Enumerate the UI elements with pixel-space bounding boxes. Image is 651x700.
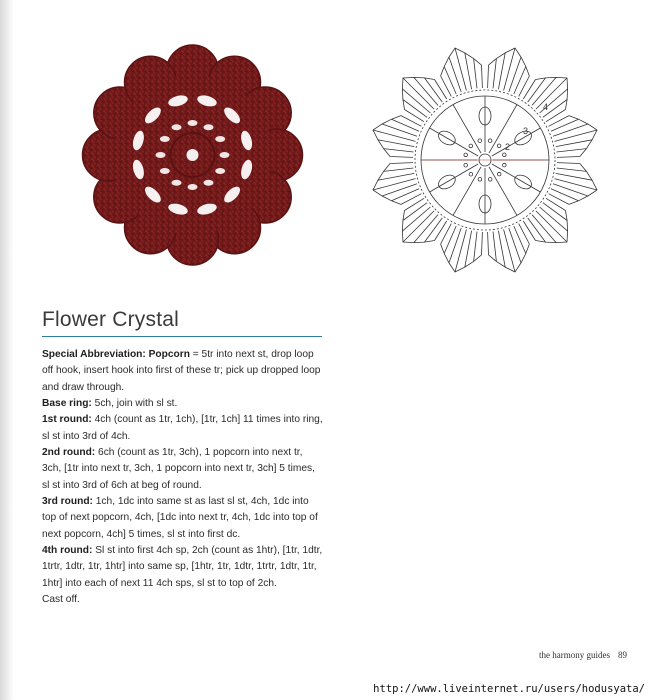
footer-guide-name: the harmony guides bbox=[539, 650, 610, 660]
crochet-flower-photo bbox=[75, 40, 310, 270]
pattern-title: Flower Crystal bbox=[42, 308, 179, 331]
crochet-symbol-diagram bbox=[360, 35, 610, 285]
svg-text:4: 4 bbox=[543, 102, 549, 112]
svg-text:3: 3 bbox=[523, 126, 529, 136]
page-number: 89 bbox=[618, 650, 627, 660]
cast-off: Cast off. bbox=[42, 594, 80, 606]
special-abbreviation: Special Abbreviation: Popcorn = 5tr into next st, drop loop off hook, insert hook into first of these tr; pick up dropped loop and draw through. bbox=[42, 349, 321, 393]
round-4: 4th round: Sl st into first 4ch sp, 2ch (count as 1htr), [1tr, 1dtr, 1trtr, 1dtr, 1tr, 1htr] into same sp, [1htr, 1tr, 1dtr, 1trtr, 1dtr, 1tr, 1htr] into each of next 11 4ch sps, sl st to top of 2ch. bbox=[42, 545, 323, 589]
round-3: 3rd round: 1ch, 1dc into same st as last sl st, 4ch, 1dc into top of next popcorn, 4ch, [1dc into next tr, 4ch, 1dc into top of next popcorn, 4ch] 5 times, sl st into first dc. bbox=[42, 496, 318, 540]
base-ring: Base ring: 5ch, join with sl st. bbox=[42, 398, 178, 410]
source-watermark-url[interactable]: http://www.liveinternet.ru/users/hodusyata/ bbox=[373, 683, 645, 695]
pattern-instructions bbox=[42, 347, 324, 609]
page-footer bbox=[539, 650, 627, 660]
page-edge-shadow bbox=[0, 0, 14, 700]
round-1: 1st round: 4ch (count as 1tr, 1ch), [1tr, 1ch] 11 times into ring, sl st into 3rd of 4ch. bbox=[42, 414, 323, 442]
title-divider bbox=[42, 336, 322, 337]
svg-text:2: 2 bbox=[505, 142, 511, 152]
round-2: 2nd round: 6ch (count as 1tr, 3ch), 1 popcorn into next tr, 3ch, [1tr into next tr, 3ch, 1 popcorn into next tr, 3ch] 5 times, sl st into 3rd of 6ch at beg of round. bbox=[42, 447, 315, 491]
